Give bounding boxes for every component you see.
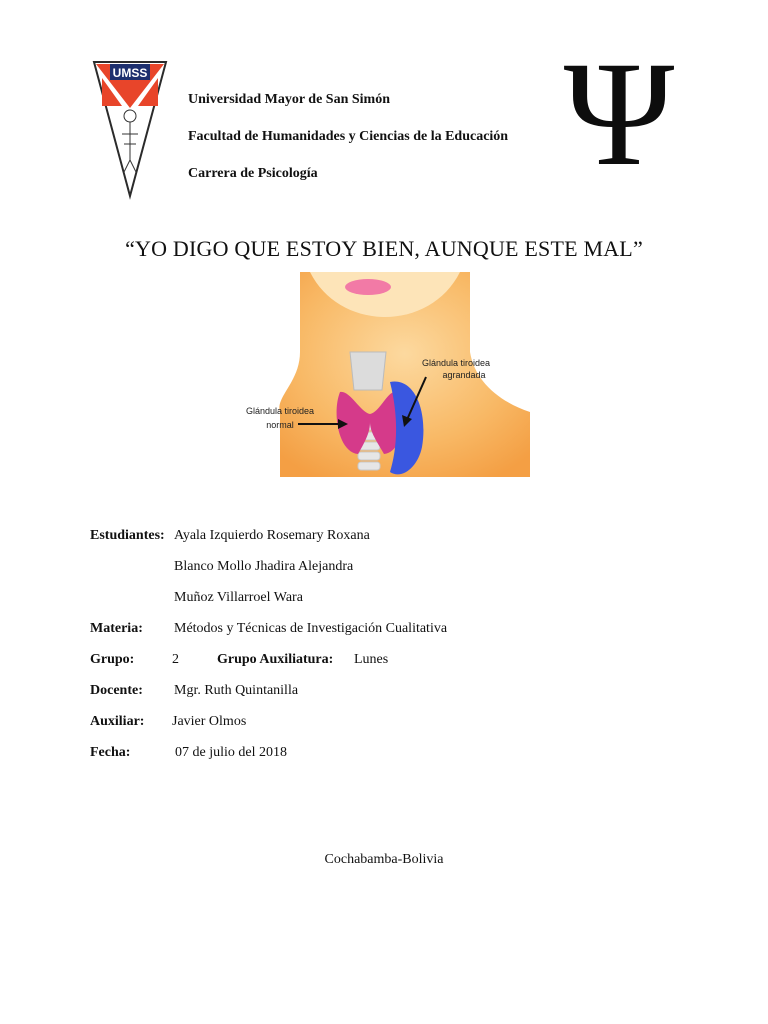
- thyroid-neck-image: [240, 272, 530, 487]
- subject-row: [90, 620, 448, 638]
- date-value: 07 de julio del 2018: [175, 745, 287, 760]
- lips-icon: [345, 279, 391, 295]
- psi-icon: [556, 40, 682, 174]
- teacher-row: [90, 682, 299, 700]
- date-row: [90, 744, 287, 762]
- psi-logo: [556, 40, 682, 174]
- group-row: [90, 651, 490, 669]
- umss-logo-text: UMSS: [112, 66, 148, 80]
- aux-group-label: Grupo Auxiliatura:: [217, 652, 334, 667]
- umss-logo: [92, 60, 168, 200]
- document-title: “YO DIGO QUE ESTOY BIEN, AUNQUE ESTE MAL”: [125, 236, 643, 261]
- students-label: Estudiantes:: [90, 528, 165, 543]
- teacher-value: Mgr. Ruth Quintanilla: [174, 683, 299, 698]
- students-row: [90, 527, 370, 545]
- subject-label: Materia:: [90, 621, 143, 636]
- group-label: Grupo:: [90, 652, 135, 667]
- label-enlarged-line2: agrandada: [442, 370, 486, 380]
- thyroid-illustration: [240, 272, 530, 487]
- aux-group-value: Lunes: [354, 652, 389, 667]
- label-enlarged-line1: Glándula tiroidea: [421, 358, 491, 368]
- label-normal-line2: normal: [266, 420, 294, 430]
- subject-value: Métodos y Técnicas de Investigación Cualitativa: [174, 621, 448, 636]
- teacher-label: Docente:: [90, 683, 143, 698]
- student-name: Blanco Mollo Jhadira Alejandra: [174, 559, 354, 574]
- career-name: Carrera de Psicología: [188, 166, 318, 181]
- group-value: 2: [172, 652, 179, 667]
- location-footer: Cochabamba-Bolivia: [324, 852, 444, 867]
- assistant-value: Javier Olmos: [172, 714, 247, 729]
- assistant-row: [90, 713, 247, 731]
- label-normal-line1: Glándula tiroidea: [245, 406, 315, 416]
- assistant-label: Auxiliar:: [90, 714, 145, 729]
- student-name: Ayala Izquierdo Rosemary Roxana: [174, 528, 370, 543]
- psi-symbol: Ψ: [563, 40, 675, 174]
- student-name: Muñoz Villarroel Wara: [174, 590, 303, 605]
- faculty-name: Facultad de Humanidades y Ciencias de la Educación: [188, 129, 509, 144]
- umss-shield-icon: [92, 60, 168, 200]
- university-name: Universidad Mayor de San Simón: [188, 92, 390, 107]
- date-label: Fecha:: [90, 745, 131, 760]
